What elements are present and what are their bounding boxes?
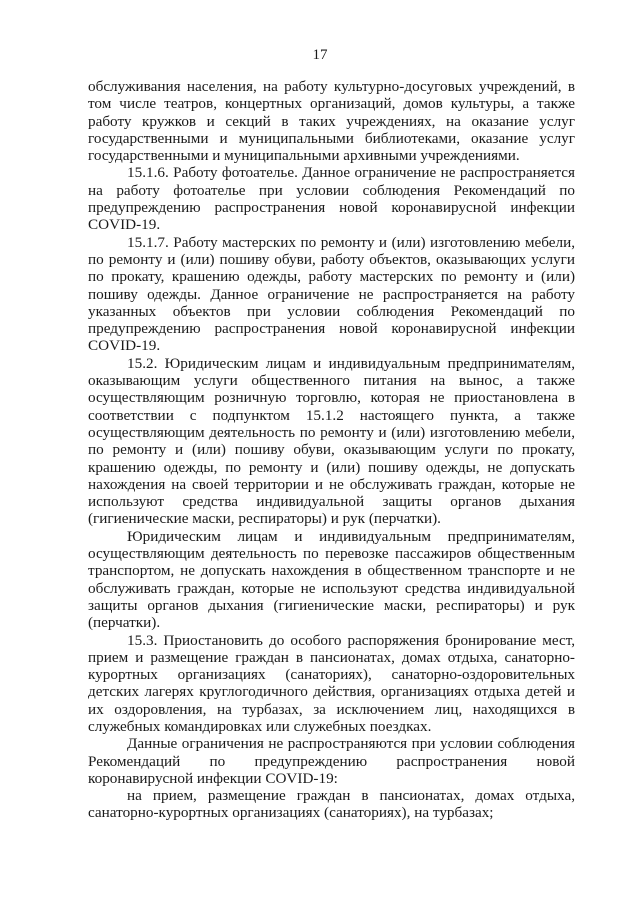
paragraph-15-1-6: 15.1.6. Работу фотоателье. Данное ограничение не распространяется на работу фотоателье при условии соблюдения Рекомендаций по предупреждению распространения новой коронавирусной инфекции COVID-19. bbox=[88, 164, 575, 234]
paragraph-continuation: обслуживания населения, на работу культурно-досуговых учреждений, в том числе театров, концертных организаций, домов культуры, а также работу кружков и секций в таких учреждениях, на оказание услуг государственными и муниципальными библиотеками, оказание услуг государственными и муниципальными архивными учреждениями. bbox=[88, 78, 575, 165]
paragraph-transport: Юридическим лицам и индивидуальным предпринимателям, осуществляющим деятельность по перевозке пассажиров общественным транспортом, не допускать нахождения в общественном транспорте и не обслуживать граждан, которые не используют средства индивидуальной защиты органов дыхания (гигиенические маски, респираторы) и рук (перчатки). bbox=[88, 527, 575, 632]
paragraph-reception: на прием, размещение граждан в пансионатах, домах отдыха, санаторно-курортных организациях (санаториях), на турбазах; bbox=[88, 787, 575, 822]
document-body bbox=[88, 78, 575, 822]
page-number: 17 bbox=[312, 47, 328, 63]
paragraph-15-1-7: 15.1.7. Работу мастерских по ремонту и (или) изготовлению мебели, по ремонту и (или) пошиву обуви, работу объектов, оказывающих услуги по прокату, крашению одежды, работу мастерских по ремонту и (или) пошиву одежды. Данное ограничение не распространяется на работу указанных объектов при условии соблюдения Рекомендаций по предупреждению распространения новой коронавирусной инфекции COVID-19. bbox=[88, 233, 575, 355]
paragraph-15-3: 15.3. Приостановить до особого распоряжения бронирование мест, прием и размещение граждан в пансионатах, домах отдыха, санаторно-курортных организациях (санаториях), санаторно-оздоровительных детских лагерях круглогодичного действия, организациях отдыха детей и их оздоровления, на турбазах, за исключением лиц, находящихся в служебных командировках или служебных поездках. bbox=[88, 631, 575, 735]
paragraph-15-2: 15.2. Юридическим лицам и индивидуальным предпринимателям, оказывающим услуги общественного питания на вынос, а также осуществляющим розничную торговлю, которая не приостановлена в соответствии с подпунктом 15.1.2 настоящего пункта, а также осуществляющим деятельность по ремонту и (или) изготовлению мебели, по ремонту и (или) пошиву обуви, оказывающим услуги по прокату, крашению одежды, по ремонту и (или) пошиву одежды, не допускать нахождения на своей территории и не обслуживать граждан, которые не используют средства индивидуальной защиты органов дыхания (гигиенические маски, респираторы) и рук (перчатки). bbox=[88, 354, 575, 528]
paragraph-exceptions: Данные ограничения не распространяются при условии соблюдения Рекомендаций по предупреждению распространения новой коронавирусной инфекции COVID-19: bbox=[88, 735, 575, 787]
